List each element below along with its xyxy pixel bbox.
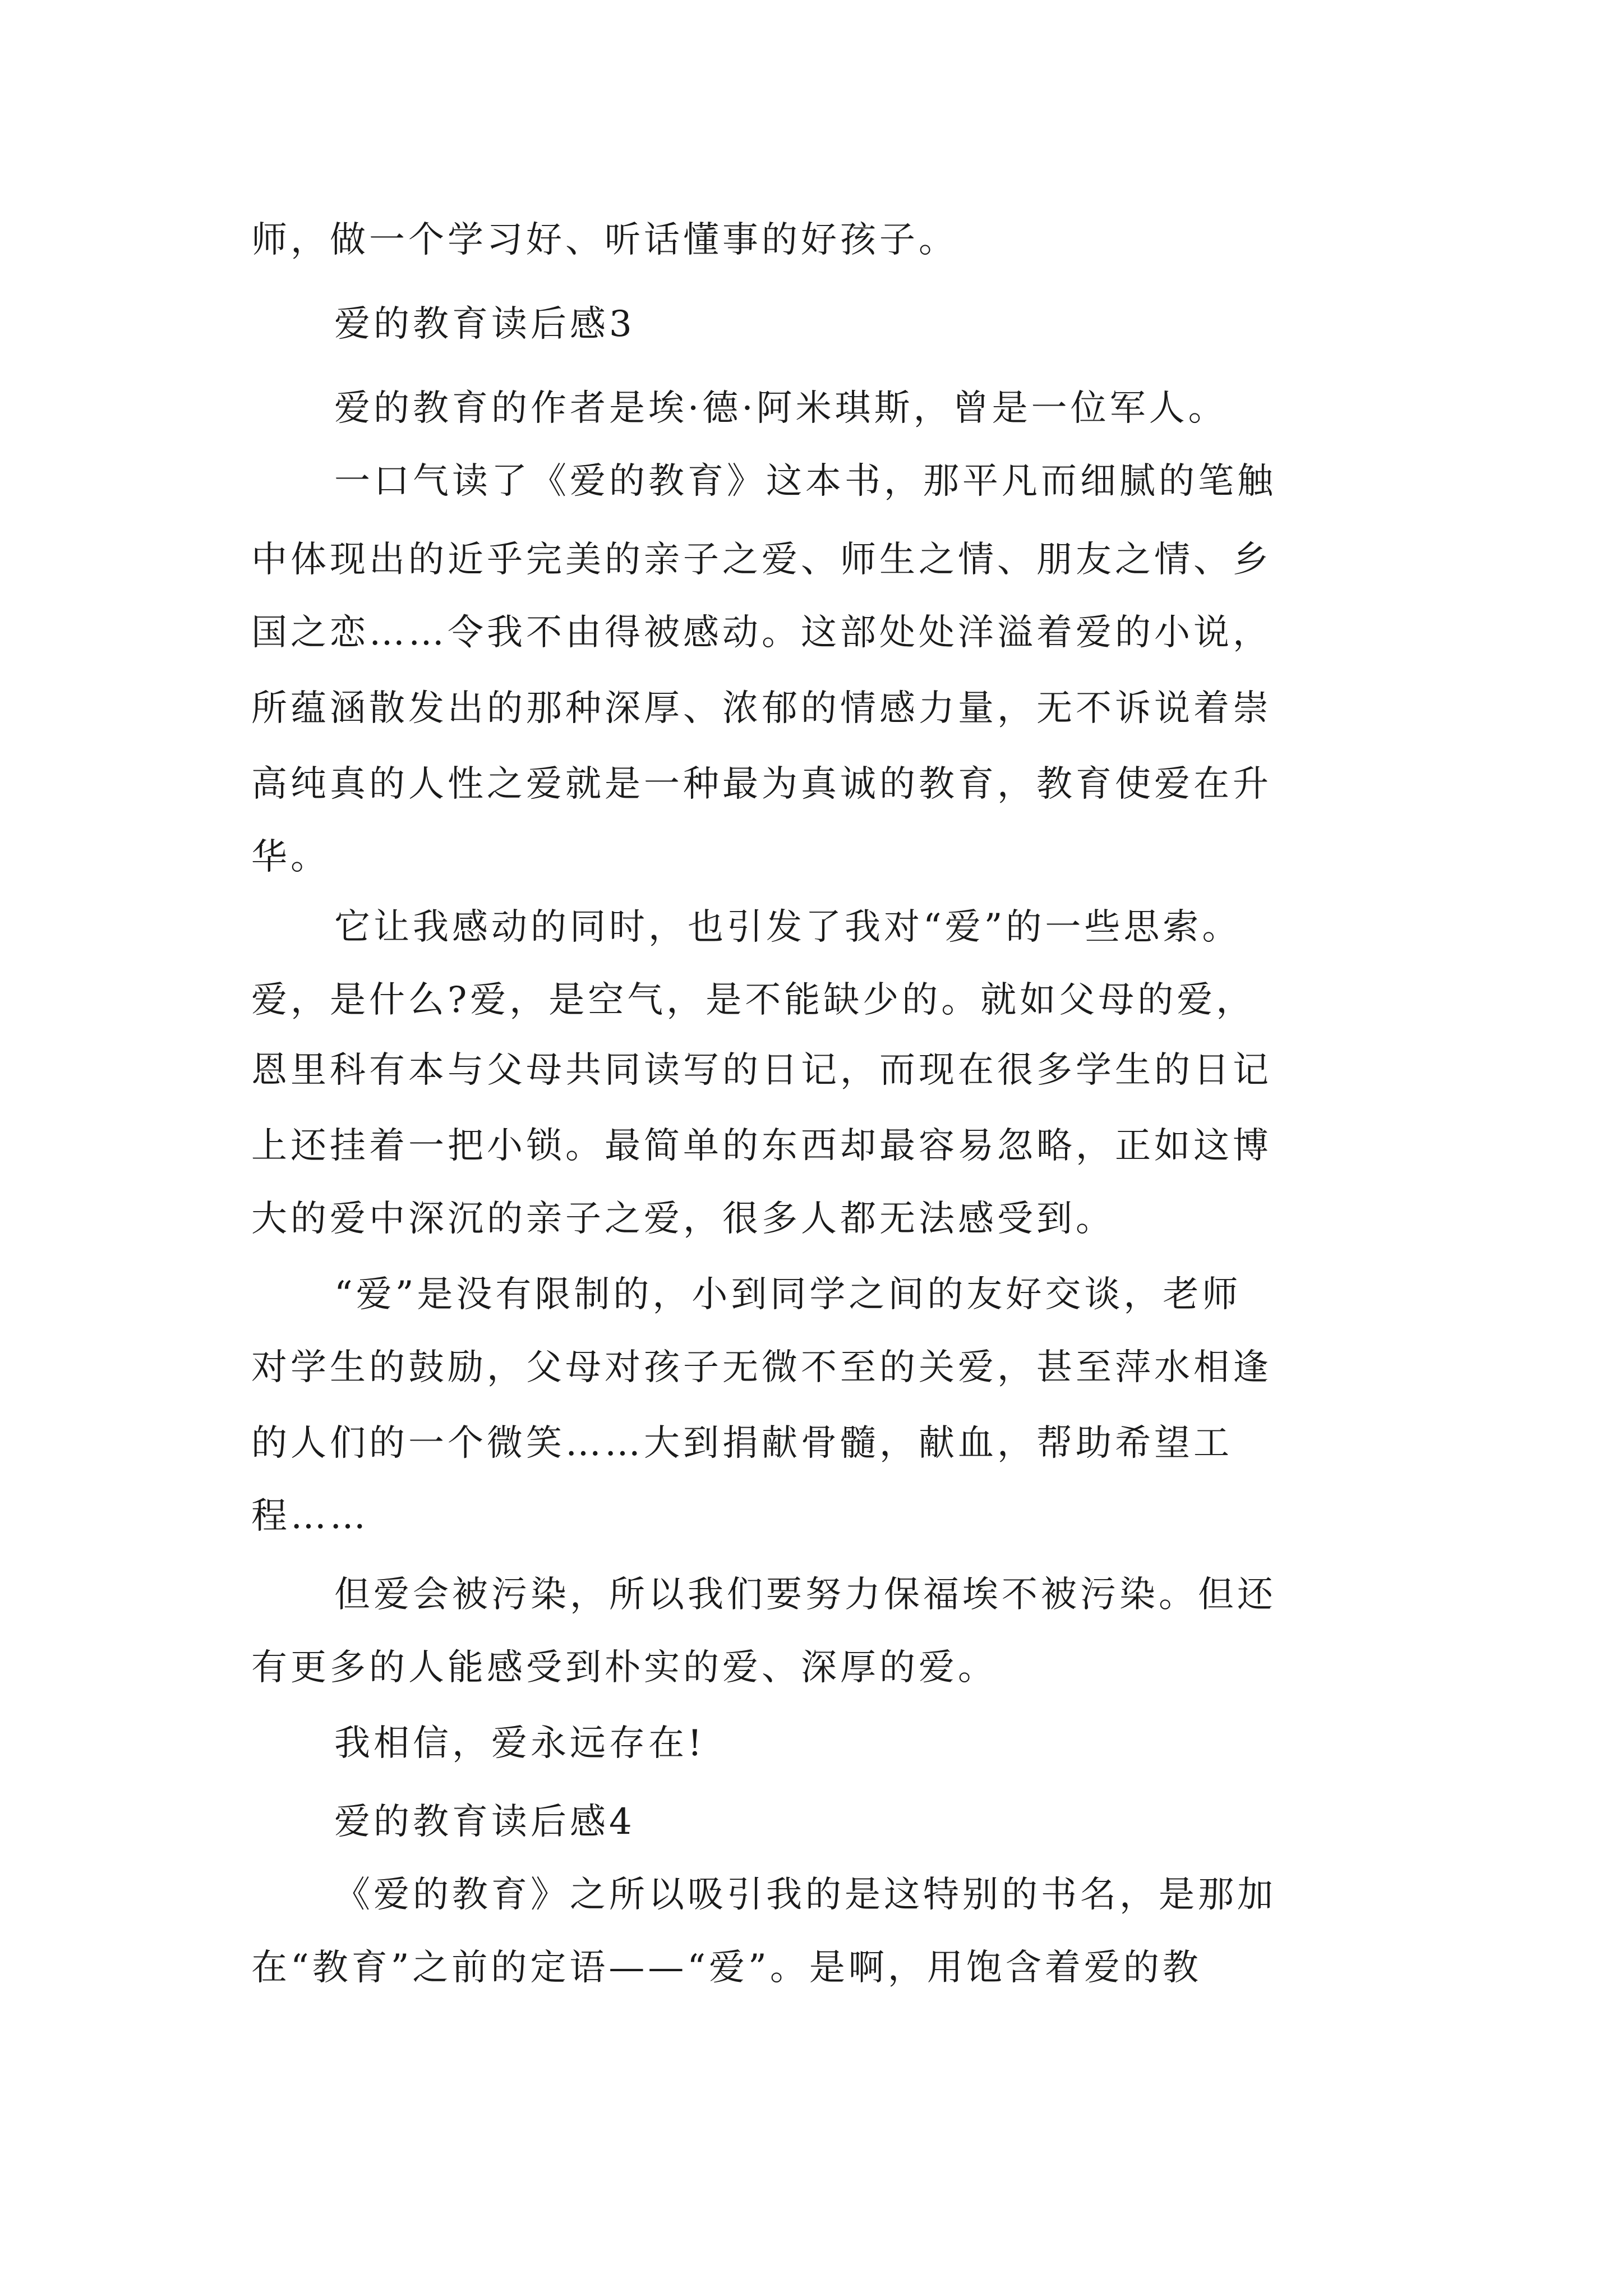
text-line: 所蕴涵散发出的那种深厚、浓郁的情感力量，无不诉说着崇 [251, 688, 1272, 729]
text-line: 师，做一个学习好、听话懂事的好孩子。 [251, 219, 958, 261]
text-line: 程…… [251, 1496, 369, 1537]
section-heading-4: 爱的教育读后感4 [334, 1801, 635, 1843]
text-line: 有更多的人能感受到朴实的爱、深厚的爱。 [251, 1647, 997, 1688]
text-line: 它让我感动的同时，也引发了我对“爱”的一些思索。 [334, 907, 1242, 948]
text-line: 国之恋……令我不由得被感动。这部处处洋溢着爱的小说， [251, 612, 1272, 654]
text-line: “爱”是没有限制的，小到同学之间的友好交谈，老师 [334, 1274, 1242, 1315]
text-line: 我相信，爱永远存在! [334, 1723, 706, 1764]
text-line: 《爱的教育》之所以吸引我的是这特别的书名，是那加 [334, 1874, 1276, 1916]
text-line: 恩里科有本与父母共同读写的日记，而现在很多学生的日记 [251, 1050, 1272, 1091]
section-heading-3: 爱的教育读后感3 [334, 303, 635, 345]
text-line: 对学生的鼓励，父母对孩子无微不至的关爱，甚至萍水相逢 [251, 1347, 1272, 1388]
text-line: 中体现出的近乎完美的亲子之爱、师生之情、朋友之情、乡 [251, 539, 1272, 581]
text-line: 在“教育”之前的定语——“爱”。是啊，用饱含着爱的教 [251, 1947, 1202, 1989]
text-line: 的人们的一个微笑……大到捐献骨髓，献血，帮助希望工 [251, 1423, 1233, 1464]
text-line: 一口气读了《爱的教育》这本书，那平凡而细腻的笔触 [334, 461, 1276, 502]
text-line: 华。 [251, 836, 330, 878]
text-line: 但爱会被污染，所以我们要努力保福埃不被污染。但还 [334, 1574, 1276, 1616]
text-line: 大的爱中深沉的亲子之爱，很多人都无法感受到。 [251, 1198, 1115, 1240]
text-line: 爱，是什么?爱，是空气，是不能缺少的。就如父母的爱， [251, 979, 1256, 1021]
text-line: 爱的教育的作者是埃·德·阿米琪斯，曾是一位军人。 [334, 388, 1228, 429]
text-line: 高纯真的人性之爱就是一种最为真诚的教育，教育使爱在升 [251, 763, 1272, 805]
text-line: 上还挂着一把小锁。最简单的东西却最容易忽略，正如这博 [251, 1125, 1272, 1167]
